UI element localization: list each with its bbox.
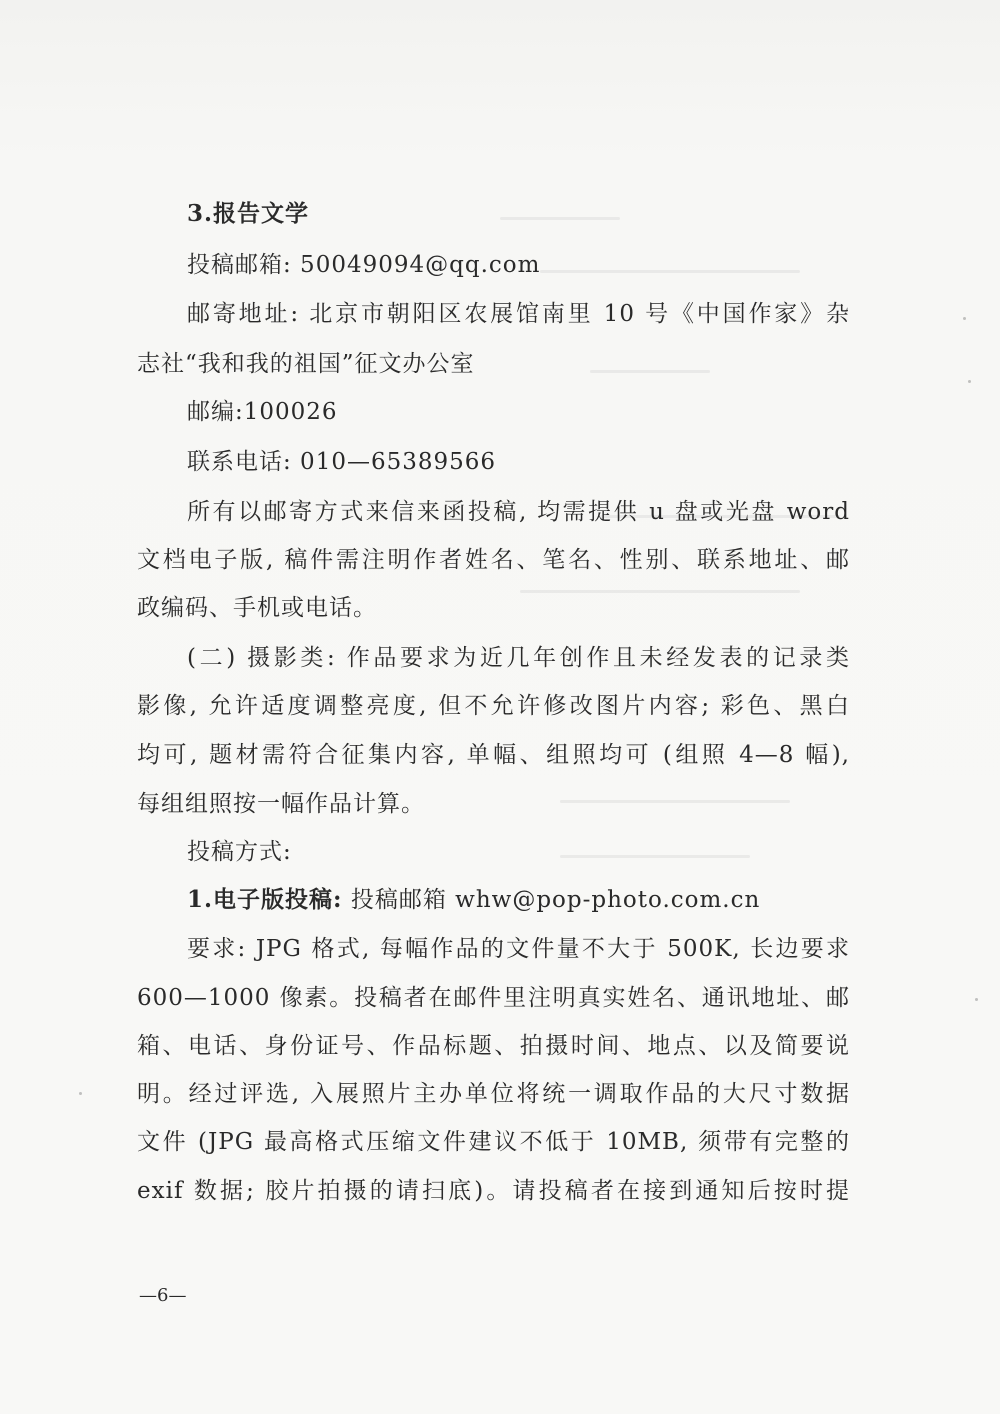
paragraph-line: 600—1000 像素。投稿者在邮件里注明真实姓名、通讯地址、邮: [137, 985, 850, 1011]
paragraph-line: (二) 摄影类: 作品要求为近几年创作且未经发表的记录类: [187, 645, 850, 671]
paragraph-line: 政编码、手机或电话。: [137, 595, 377, 621]
bleed-through-mark: [520, 590, 800, 593]
paragraph-line: 箱、电话、身份证号、作品标题、拍摄时间、地点、以及简要说: [137, 1033, 850, 1059]
paragraph-line: 文档电子版, 稿件需注明作者姓名、笔名、性别、联系地址、邮: [137, 547, 850, 573]
bleed-through-mark: [560, 855, 750, 858]
bleed-through-mark: [590, 370, 710, 373]
paper-speck: [975, 998, 978, 1001]
phone-line: 联系电话: 010—65389566: [187, 449, 497, 475]
paragraph-line: 文件 (JPG 最高格式压缩文件建议不低于 10MB, 须带有完整的: [137, 1129, 850, 1155]
bleed-through-mark: [500, 217, 620, 220]
section-title: 3.报告文学: [187, 200, 310, 227]
paper-speck: [968, 380, 971, 383]
address-line: 志社“我和我的祖国”征文办公室: [137, 351, 475, 377]
paper-speck: [963, 317, 966, 320]
email-line: 投稿邮箱: 50049094@qq.com: [187, 252, 541, 278]
page-number: —6—: [139, 1285, 187, 1306]
paragraph-line: 影像, 允许适度调整亮度, 但不允许修改图片内容; 彩色、黑白: [137, 693, 850, 719]
address-line: 邮寄地址: 北京市朝阳区农展馆南里 10 号《中国作家》杂: [187, 301, 850, 327]
bleed-through-mark: [540, 270, 800, 273]
paragraph-line: 所有以邮寄方式来信来函投稿, 均需提供 u 盘或光盘 word: [187, 499, 850, 525]
electronic-submission-line: [187, 885, 760, 915]
paragraph-line: 明。经过评选, 入展照片主办单位将统一调取作品的大尺寸数据: [137, 1081, 850, 1107]
bleed-through-mark: [560, 800, 790, 803]
paragraph-line: 每组组照按一幅作品计算。: [137, 791, 425, 817]
paragraph-line: exif 数据; 胶片拍摄的请扫底)。请投稿者在接到通知后按时提: [137, 1178, 850, 1204]
paragraph-line: 要求: JPG 格式, 每幅作品的文件量不大于 500K, 长边要求: [187, 936, 850, 962]
electronic-submission-heading: 1.电子版投稿:: [187, 886, 343, 913]
paper-speck: [79, 1092, 82, 1095]
electronic-submission-email: 投稿邮箱 whw@pop-photo.com.cn: [342, 887, 761, 913]
postcode-line: 邮编:100026: [187, 399, 338, 425]
paragraph-line: 均可, 题材需符合征集内容, 单幅、组照均可 (组照 4—8 幅),: [137, 742, 850, 768]
submission-method-label: 投稿方式:: [187, 839, 292, 865]
